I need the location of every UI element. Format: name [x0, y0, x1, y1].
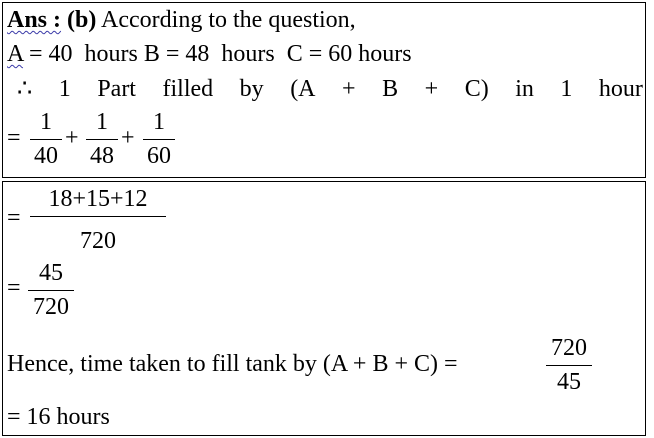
ans-label: Ans : — [7, 7, 62, 33]
fraction-bar — [28, 290, 74, 291]
fraction-numerator: 720 — [551, 335, 587, 361]
fraction-numerator: 1 — [96, 109, 108, 135]
fraction-numerator: 18+15+12 — [48, 186, 148, 212]
fraction-bar — [86, 139, 118, 140]
fraction-denominator: 720 — [80, 228, 116, 254]
fraction-bar — [546, 365, 592, 366]
therefore-word: by — [239, 76, 264, 102]
therefore-word: Part — [97, 76, 136, 102]
therefore-symbol: ∴ — [17, 76, 33, 102]
fraction-denominator: 60 — [147, 143, 171, 169]
given-values: = 40 hours B = 48 hours C = 60 hours — [29, 41, 412, 67]
fraction-denominator: 40 — [34, 143, 58, 169]
therefore-word: (A — [290, 76, 316, 102]
therefore-word: filled — [162, 76, 214, 102]
answer-line — [7, 8, 356, 32]
fraction-simplified — [28, 261, 74, 319]
therefore-word: in — [515, 76, 534, 102]
therefore-word: 1 — [58, 76, 71, 102]
answer-option: (b) — [67, 7, 97, 33]
therefore-word: C) — [464, 76, 489, 102]
fraction-b — [86, 110, 118, 168]
equals-sign: = — [7, 275, 21, 301]
intro-text: According to the question, — [101, 7, 356, 33]
fraction-numerator: 45 — [39, 260, 63, 286]
fraction-sum — [30, 187, 166, 253]
fraction-denominator: 45 — [557, 369, 581, 395]
hence-text: Hence, time taken to fill tank by (A + B + C) = — [7, 351, 458, 377]
plus-sign: + — [121, 125, 135, 151]
fraction-a — [30, 110, 62, 168]
fraction-denominator: 720 — [33, 294, 69, 320]
equals-sign: = — [7, 205, 21, 231]
fraction-bar — [30, 139, 62, 140]
therefore-word: + — [424, 76, 439, 102]
therefore-word: hour — [598, 76, 643, 102]
fraction-denominator: 48 — [90, 143, 114, 169]
therefore-word: B — [382, 76, 399, 102]
given-a-letter: A — [7, 41, 24, 67]
given-line — [7, 42, 412, 66]
plus-sign: + — [65, 125, 79, 151]
therefore-word: 1 — [560, 76, 573, 102]
result-text: = 16 hours — [7, 404, 110, 430]
fraction-c — [143, 110, 175, 168]
therefore-line — [17, 77, 643, 101]
fraction-time — [546, 336, 592, 394]
fraction-numerator: 1 — [40, 109, 52, 135]
equals-sign: = — [7, 125, 21, 151]
fraction-bar — [30, 216, 166, 217]
therefore-word: + — [342, 76, 356, 102]
fraction-numerator: 1 — [153, 109, 165, 135]
fraction-bar — [143, 139, 175, 140]
